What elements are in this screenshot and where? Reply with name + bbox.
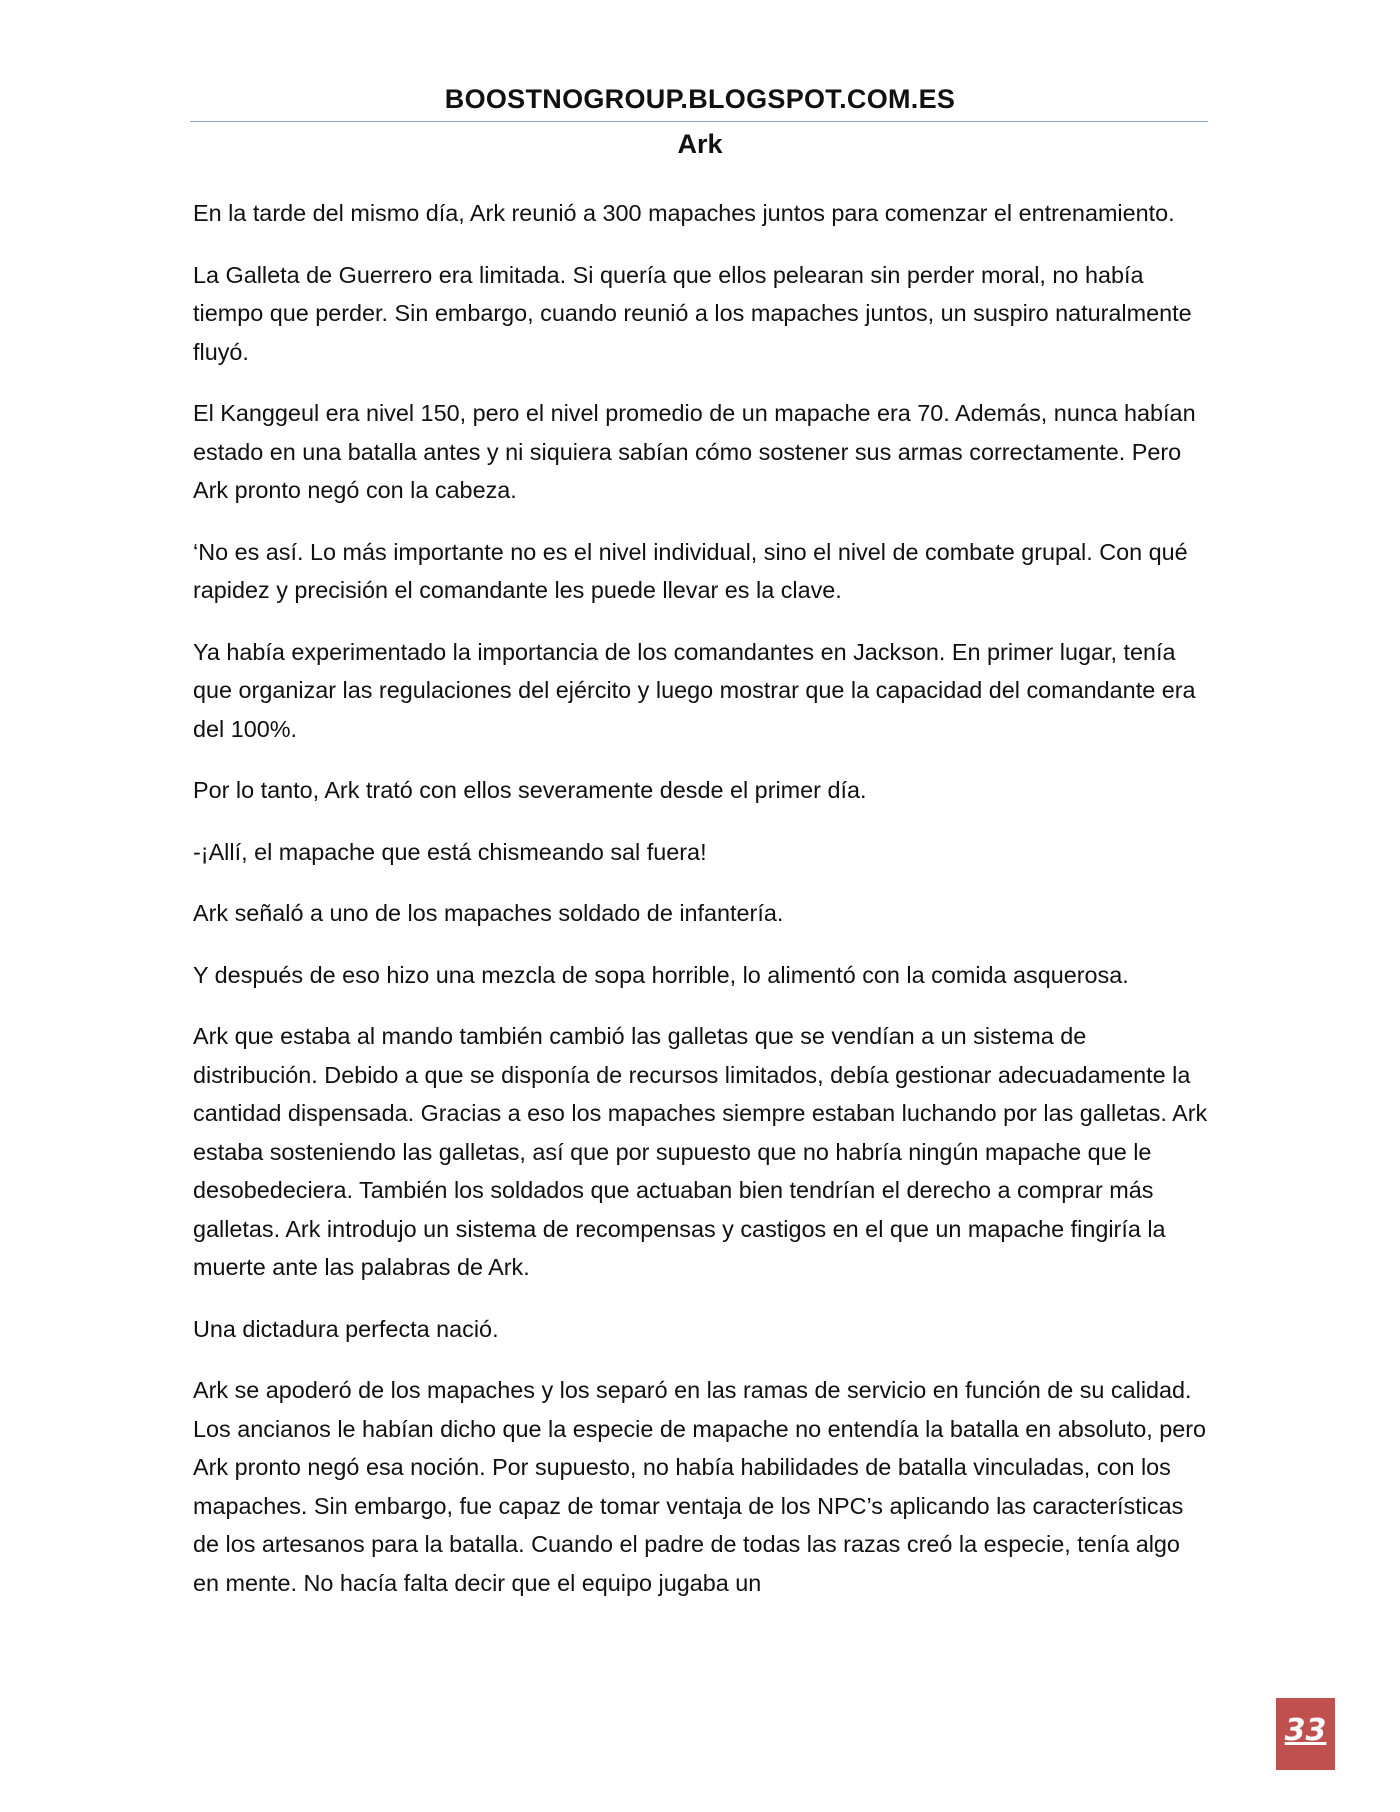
paragraph: Ark señaló a uno de los mapaches soldado de infantería. (193, 900, 784, 926)
body-text (193, 194, 1211, 1625)
paragraph: Ya había experimentado la importancia de los comandantes en Jackson. En primer lugar, tenía que organizar las regulaciones del ejército y luego mostrar que la capacidad del comandante era del 100%. (193, 638, 1196, 742)
paragraph: La Galleta de Guerrero era limitada. Si quería que ellos pelearan sin perder moral, no había tiempo que perder. Sin embargo, cuando reunió a los mapaches juntos, un suspiro naturalmente fluyó. (193, 261, 1192, 365)
header-site-name: BOOSTNOGROUP.BLOGSPOT.COM.ES (444, 84, 956, 114)
paragraph: Una dictadura perfecta nació. (193, 1315, 499, 1342)
header-divider (190, 121, 1208, 122)
paragraph: ‘No es así. Lo más importante no es el nivel individual, sino el nivel de combate grupal. Con qué rapidez y precisión el comandante les puede llevar es la clave. (193, 538, 1188, 603)
paragraph: -¡Allí, el mapache que está chismeando sal fuera! (193, 838, 707, 865)
page-title: Ark (677, 129, 723, 159)
paragraph: Ark se apoderó de los mapaches y los separó en las ramas de servicio en función de su calidad. Los ancianos le habían dicho que la especie de mapache no entendía la batalla en absoluto, pero Ark pronto negó esa noción. Por supuesto, no había habilidades de batalla vinculadas, con los mapaches. Sin embargo, fue capaz de tomar ventaja de los NPC’s aplicando las características de los artesanos para la batalla. Cuando el padre de todas las razas creó la especie, tenía algo en mente. No hacía falta decir que el equipo jugaba un (193, 1377, 1207, 1596)
paragraph: Y después de eso hizo una mezcla de sopa horrible, lo alimentó con la comida asquerosa. (193, 961, 1129, 988)
paragraph: En la tarde del mismo día, Ark reunió a 300 mapaches juntos para comenzar el entrenamiento. (193, 200, 1175, 226)
paragraph: Por lo tanto, Ark trató con ellos severamente desde el primer día. (193, 777, 867, 803)
paragraph: El Kanggeul era nivel 150, pero el nivel promedio de un mapache era 70. Además, nunca habían estado en una batalla antes y ni siquiera sabían cómo sostener sus armas correctamente. Pero Ark pronto negó con la cabeza. (193, 400, 1196, 503)
paragraph: Ark que estaba al mando también cambió las galletas que se vendían a un sistema de distribución. Debido a que se disponía de recursos limitados, debía gestionar adecuadamente la cantidad dispensada. Gracias a eso los mapaches siempre estaban luchando por las galletas. Ark estaba sosteniendo las galletas, así que por supuesto que no habría ningún mapache que le desobedeciera. También los soldados que actuaban bien tendrían el derecho a comprar más galletas. Ark introdujo un sistema de recompensas y castigos en el que un mapache fingiría la muerte ante las palabras de Ark. (193, 1023, 1208, 1280)
page-number-badge (1276, 1698, 1335, 1770)
page-number: 33 (1284, 1713, 1327, 1748)
